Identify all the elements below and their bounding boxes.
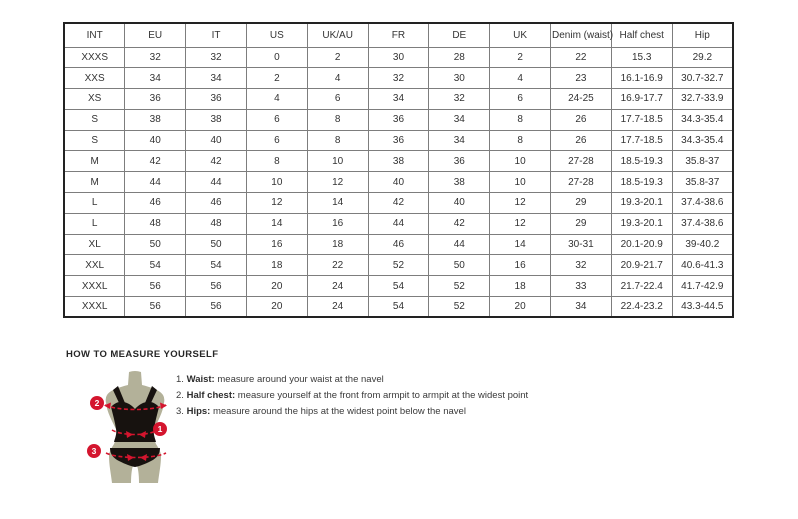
table-cell: 4 [307,68,368,89]
table-row [64,213,733,234]
table-cell: 26 [551,130,612,151]
table-cell: 52 [429,276,490,297]
header-cell: UK/AU [307,23,368,47]
table-cell: 29 [551,213,612,234]
badge-half-chest [90,396,104,410]
table-cell: 32 [186,47,247,68]
measure-step-hips [176,404,528,420]
table-cell: 19.3-20.1 [611,193,672,214]
table-row [64,193,733,214]
table-cell: 6 [246,109,307,130]
table-row [64,255,733,276]
table-cell: 16 [307,213,368,234]
table-cell: 36 [125,89,186,110]
table-cell: 18 [307,234,368,255]
table-cell: 42 [368,193,429,214]
table-cell: 20.1-20.9 [611,234,672,255]
table-cell: 54 [186,255,247,276]
badge-waist [153,422,167,436]
table-cell: 34.3-35.4 [672,109,733,130]
table-cell: 50 [186,234,247,255]
table-cell: 28 [429,47,490,68]
table-cell: 20 [490,297,551,318]
table-cell: 44 [186,172,247,193]
table-cell: 30.7-32.7 [672,68,733,89]
table-cell: 56 [186,297,247,318]
header-cell: FR [368,23,429,47]
table-cell: 12 [490,193,551,214]
table-cell: S [64,130,125,151]
table-cell: 24 [307,297,368,318]
measure-section-title: HOW TO MEASURE YOURSELF [66,349,219,360]
table-cell: 10 [246,172,307,193]
size-table [63,22,734,318]
table-cell: 32 [551,255,612,276]
table-cell: 37.4-38.6 [672,213,733,234]
table-cell: 12 [490,213,551,234]
table-cell: 10 [307,151,368,172]
measure-step-waist [176,372,528,388]
step-label: Hips: [186,406,211,417]
table-cell: 48 [186,213,247,234]
table-cell: 50 [429,255,490,276]
table-cell: 20 [246,297,307,318]
table-cell: 34 [186,68,247,89]
table-cell: M [64,151,125,172]
table-cell: 4 [490,68,551,89]
table-cell: 2 [307,47,368,68]
table-cell: 32 [125,47,186,68]
table-cell: M [64,172,125,193]
step-text: measure around your waist at the navel [214,374,384,385]
header-cell: IT [186,23,247,47]
table-row [64,47,733,68]
table-cell: 42 [186,151,247,172]
table-cell: 46 [186,193,247,214]
table-cell: 18 [246,255,307,276]
table-cell: 20 [246,276,307,297]
table-cell: 56 [125,297,186,318]
table-cell: 6 [490,89,551,110]
table-cell: 56 [186,276,247,297]
table-cell: 24-25 [551,89,612,110]
table-cell: 4 [246,89,307,110]
table-cell: 42 [125,151,186,172]
table-cell: 18.5-19.3 [611,151,672,172]
header-cell: EU [125,23,186,47]
table-row [64,89,733,110]
badge-waist-number: 1 [157,424,163,435]
table-cell: 36 [186,89,247,110]
table-cell: 52 [429,297,490,318]
table-cell: 16.1-16.9 [611,68,672,89]
table-cell: 44 [125,172,186,193]
size-table-head [64,23,733,47]
table-row [64,109,733,130]
step-text: measure yourself at the front from armpit to armpit at the widest point [235,390,529,401]
measure-step-half-chest [176,388,528,404]
table-cell: XXS [64,68,125,89]
table-cell: 17.7-18.5 [611,109,672,130]
table-cell: S [64,109,125,130]
header-cell: Hip [672,23,733,47]
table-cell: 40 [125,130,186,151]
badge-hips [87,444,101,458]
table-cell: 27-28 [551,151,612,172]
table-cell: 50 [125,234,186,255]
header-cell: Denim (waist) [551,23,612,47]
table-cell: 42 [429,213,490,234]
table-cell: L [64,213,125,234]
table-cell: 14 [307,193,368,214]
table-cell: 36 [429,151,490,172]
table-cell: 18.5-19.3 [611,172,672,193]
table-cell: 54 [368,297,429,318]
table-cell: 34 [551,297,612,318]
table-cell: 38 [186,109,247,130]
table-cell: 40 [186,130,247,151]
mannequin-illustration-icon [84,370,186,499]
table-cell: 8 [307,130,368,151]
table-cell: 18 [490,276,551,297]
table-cell: 48 [125,213,186,234]
header-cell: Half chest [611,23,672,47]
measurement-figure [84,370,186,499]
table-cell: 10 [490,172,551,193]
table-cell: 6 [246,130,307,151]
table-cell: 29.2 [672,47,733,68]
table-cell: 27-28 [551,172,612,193]
table-cell: 8 [307,109,368,130]
badge-half-chest-number: 2 [94,398,100,409]
table-cell: 14 [490,234,551,255]
table-cell: 54 [368,276,429,297]
table-cell: 34 [125,68,186,89]
table-cell: 35.8-37 [672,151,733,172]
table-row [64,172,733,193]
table-cell: 10 [490,151,551,172]
table-row [64,276,733,297]
step-label: Half chest: [186,390,236,401]
table-row [64,130,733,151]
table-cell: 43.3-44.5 [672,297,733,318]
table-cell: 34.3-35.4 [672,130,733,151]
table-cell: 24 [307,276,368,297]
table-cell: 33 [551,276,612,297]
table-cell: 40 [368,172,429,193]
table-cell: 29 [551,193,612,214]
step-number: 3. [176,406,184,417]
header-cell: US [246,23,307,47]
table-cell: 32 [429,89,490,110]
table-cell: 30 [429,68,490,89]
step-number: 1. [176,374,184,385]
table-cell: XXXS [64,47,125,68]
header-cell: UK [490,23,551,47]
table-cell: 34 [368,89,429,110]
table-cell: 20.9-21.7 [611,255,672,276]
table-cell: 44 [429,234,490,255]
table-cell: 17.7-18.5 [611,130,672,151]
table-cell: 38 [125,109,186,130]
table-cell: 40 [429,193,490,214]
table-header-row [64,23,733,47]
table-cell: 22.4-23.2 [611,297,672,318]
table-row [64,68,733,89]
table-cell: 8 [490,109,551,130]
table-cell: 39-40.2 [672,234,733,255]
table-cell: 22 [307,255,368,276]
size-table-body [64,47,733,317]
table-cell: 35.8-37 [672,172,733,193]
table-cell: 56 [125,276,186,297]
table-row [64,234,733,255]
table-cell: 23 [551,68,612,89]
table-cell: 16 [246,234,307,255]
table-cell: 0 [246,47,307,68]
table-cell: 46 [368,234,429,255]
table-cell: 2 [246,68,307,89]
table-cell: 26 [551,109,612,130]
table-cell: 19.3-20.1 [611,213,672,234]
table-cell: 30-31 [551,234,612,255]
header-cell: INT [64,23,125,47]
table-cell: L [64,193,125,214]
table-cell: 32.7-33.9 [672,89,733,110]
table-cell: 2 [490,47,551,68]
table-cell: 37.4-38.6 [672,193,733,214]
table-cell: XS [64,89,125,110]
table-cell: 16 [490,255,551,276]
table-cell: 14 [246,213,307,234]
table-cell: 12 [307,172,368,193]
table-cell: 21.7-22.4 [611,276,672,297]
table-cell: 46 [125,193,186,214]
table-cell: 8 [246,151,307,172]
table-cell: 16.9-17.7 [611,89,672,110]
badge-hips-number: 3 [91,446,97,457]
table-cell: 34 [429,109,490,130]
table-cell: 36 [368,109,429,130]
step-label: Waist: [186,374,215,385]
table-cell: 38 [429,172,490,193]
table-cell: 38 [368,151,429,172]
table-cell: 12 [246,193,307,214]
table-row [64,151,733,172]
table-cell: 36 [368,130,429,151]
table-cell: 6 [307,89,368,110]
table-cell: XXXL [64,297,125,318]
table-cell: 41.7-42.9 [672,276,733,297]
step-number: 2. [176,390,184,401]
table-cell: XL [64,234,125,255]
measure-steps-list [176,372,528,420]
table-cell: 52 [368,255,429,276]
table-cell: 22 [551,47,612,68]
table-cell: 32 [368,68,429,89]
header-cell: DE [429,23,490,47]
table-cell: XXL [64,255,125,276]
table-row [64,297,733,318]
table-cell: 40.6-41.3 [672,255,733,276]
step-text: measure around the hips at the widest point below the navel [210,406,466,417]
table-cell: XXXL [64,276,125,297]
table-cell: 44 [368,213,429,234]
table-cell: 54 [125,255,186,276]
table-cell: 15.3 [611,47,672,68]
table-cell: 34 [429,130,490,151]
table-cell: 8 [490,130,551,151]
table-cell: 30 [368,47,429,68]
